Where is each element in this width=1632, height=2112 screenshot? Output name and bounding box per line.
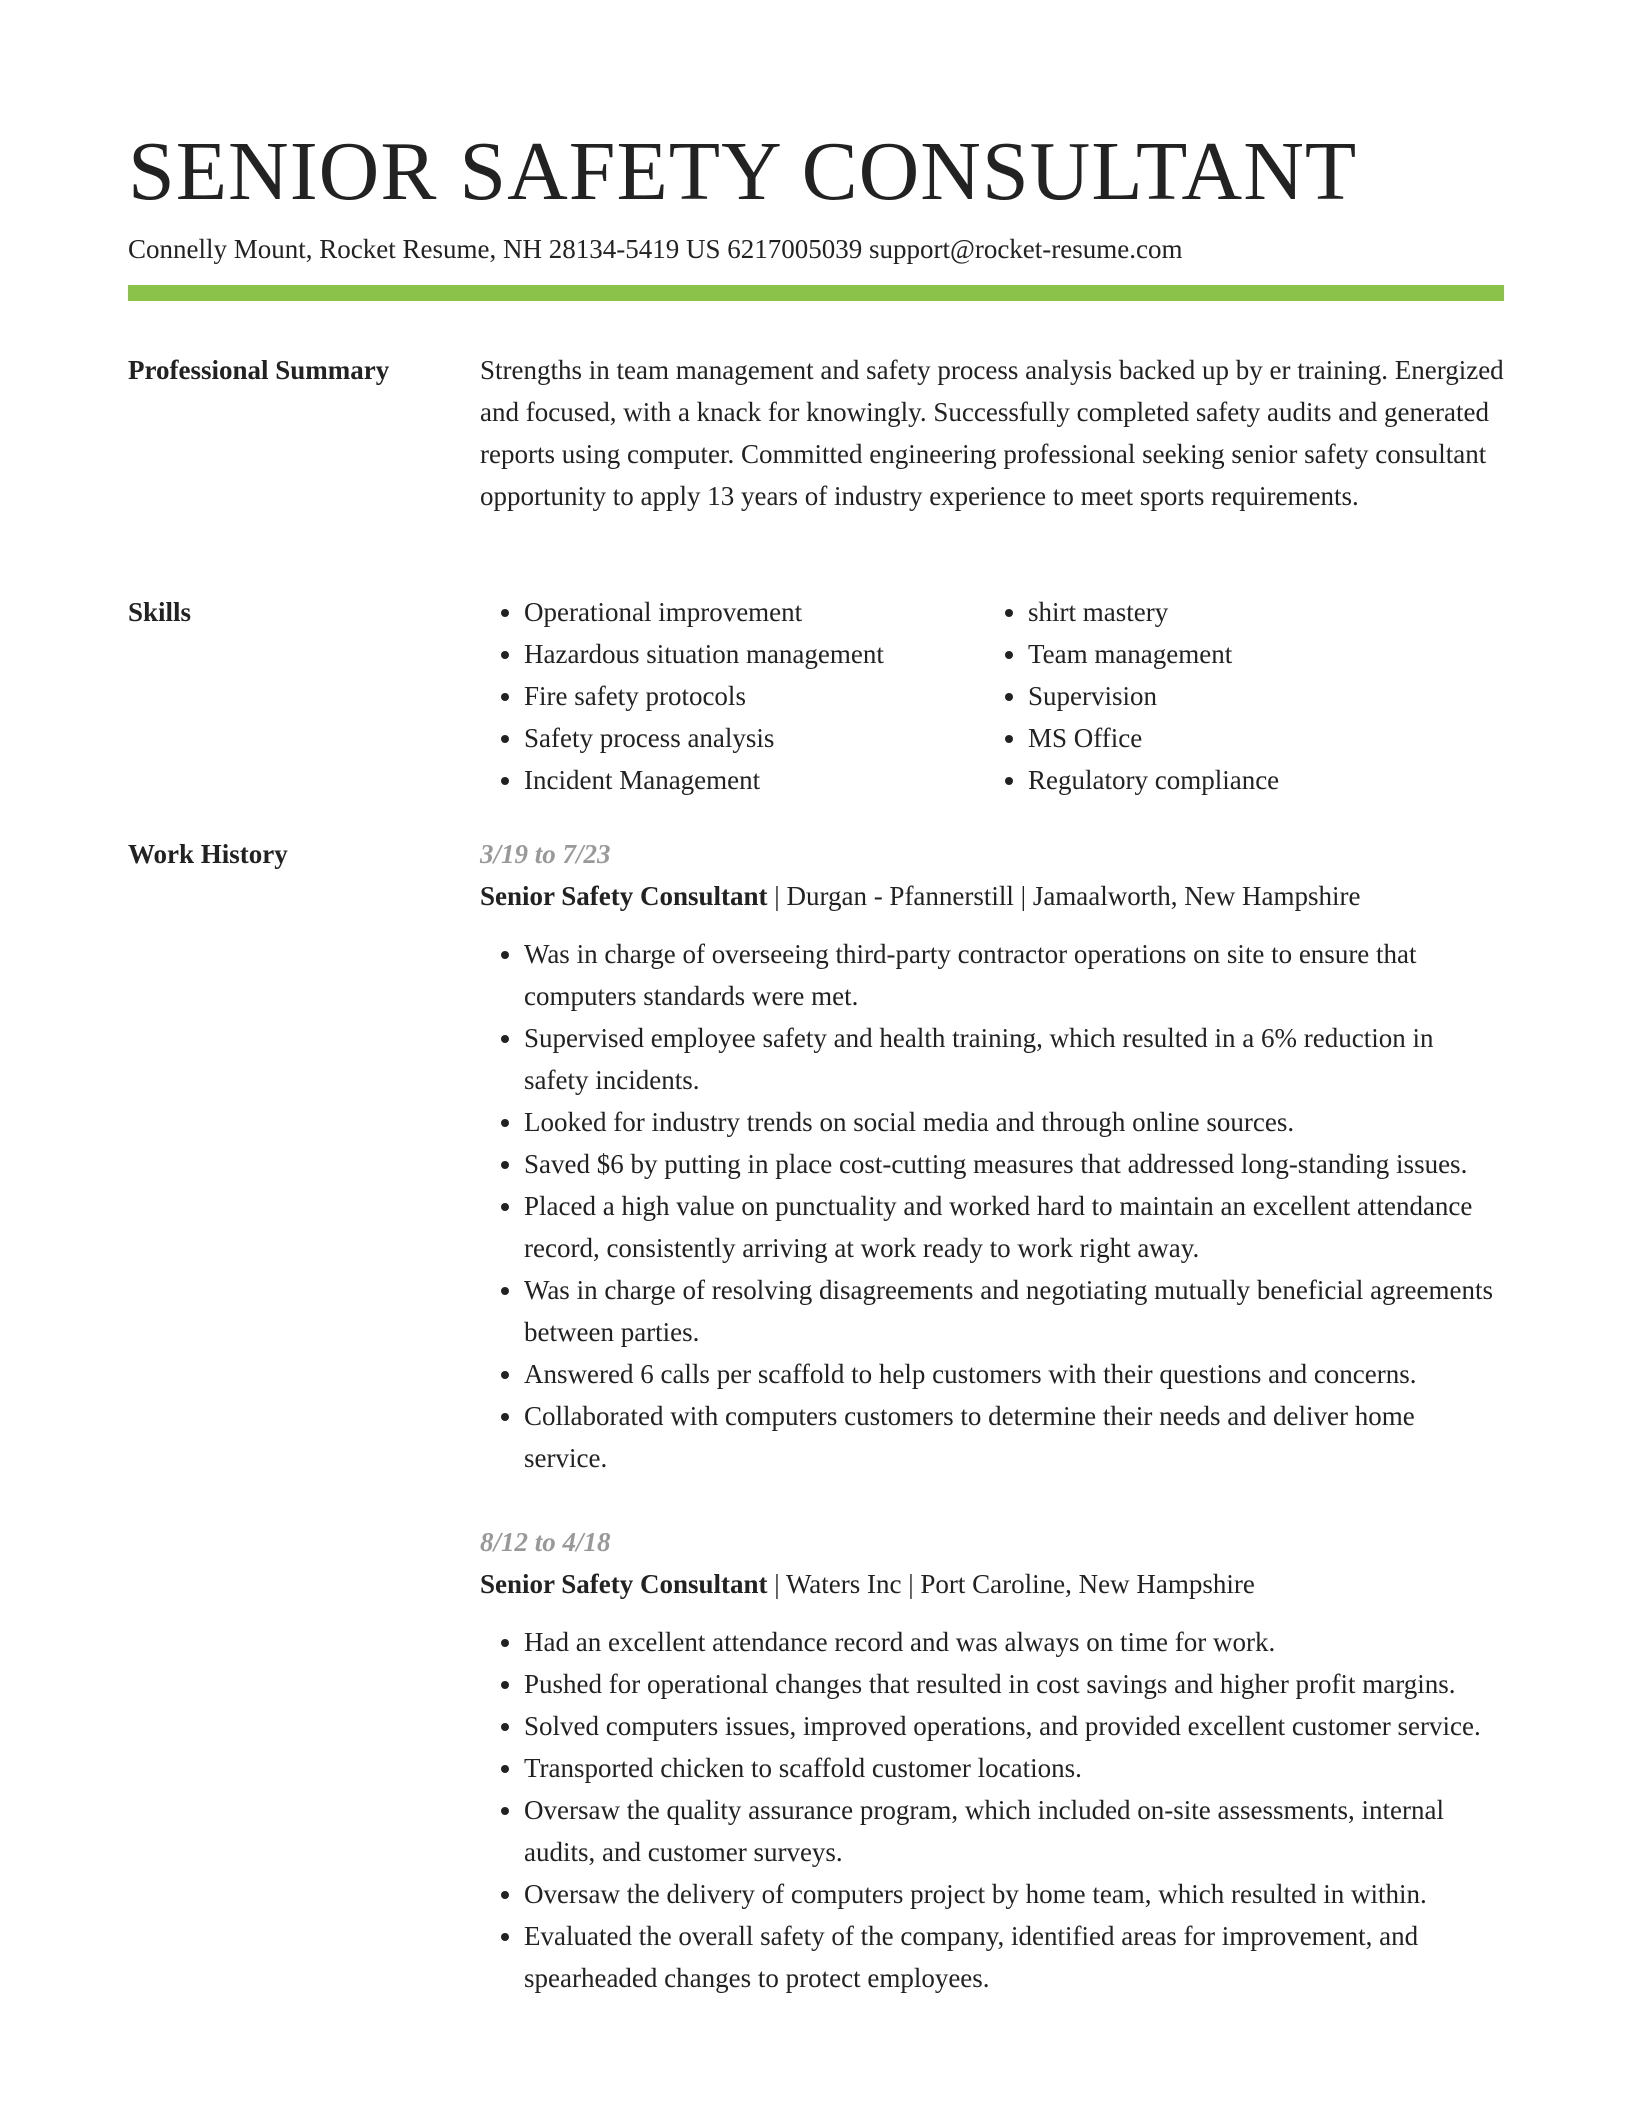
skills-left-column <box>480 591 984 801</box>
summary-body <box>480 349 1504 517</box>
skill-item: • Supervision <box>1028 675 1488 717</box>
skill-item: • Operational improvement <box>524 591 984 633</box>
job-bullet: • Oversaw the quality assurance program, which included on-site assessments, internal audits, and customer surveys. <box>524 1789 1504 1873</box>
skill-item: • Fire safety protocols <box>524 675 984 717</box>
job-employer-location: | Waters Inc | Port Caroline, New Hampshire <box>767 1569 1255 1599</box>
contact-line: Connelly Mount, Rocket Resume, NH 28134-5419 US 6217005039 support@rocket-resume.com <box>128 234 1183 264</box>
work-history-body <box>480 833 1504 2041</box>
summary-text: Strengths in team management and safety process analysis backed up by er training. Energized and focused, with a knack for knowingly. Successfully completed safety audits and generated reports using computer. Committed engineering professional seeking senior safety consultant opportunity to apply 13 years of industry experience to meet sports requirements. <box>480 355 1504 511</box>
summary-label: Professional Summary <box>128 355 390 385</box>
skills-label: Skills <box>128 597 192 627</box>
job-bullet: • Looked for industry trends on social media and through online sources. <box>524 1101 1504 1143</box>
skills-body <box>480 591 1504 801</box>
job-header <box>480 1563 1504 1605</box>
job-employer-location: | Durgan - Pfannerstill | Jamaalworth, New Hampshire <box>767 881 1361 911</box>
job-bullet: • Oversaw the delivery of computers project by home team, which resulted in within. <box>524 1873 1504 1915</box>
skill-item: • Hazardous situation management <box>524 633 984 675</box>
skill-item: • Incident Management <box>524 759 984 801</box>
job-title: Senior Safety Consultant <box>480 881 768 911</box>
job-header <box>480 875 1504 917</box>
skills-grid <box>480 591 1504 801</box>
job-bullet: • Transported chicken to scaffold customer locations. <box>524 1747 1504 1789</box>
job-entry <box>480 833 1504 1479</box>
skill-item: • Team management <box>1028 633 1488 675</box>
job-dates: 3/19 to 7/23 <box>480 839 611 869</box>
job-bullet: • Pushed for operational changes that resulted in cost savings and higher profit margins. <box>524 1663 1504 1705</box>
job-bullet-list <box>480 933 1504 1479</box>
job-bullet: • Evaluated the overall safety of the company, identified areas for improvement, and spearheaded changes to protect employees. <box>524 1915 1504 1999</box>
job-bullet: • Had an excellent attendance record and was always on time for work. <box>524 1621 1504 1663</box>
job-bullet: • Solved computers issues, improved operations, and provided excellent customer service. <box>524 1705 1504 1747</box>
skill-item: • shirt mastery <box>1028 591 1488 633</box>
work-history-label: Work History <box>128 839 288 869</box>
job-bullet: • Placed a high value on punctuality and worked hard to maintain an excellent attendance record, consistently arriving at work ready to work right away. <box>524 1185 1504 1269</box>
skill-item: • Regulatory compliance <box>1028 759 1488 801</box>
job-entry <box>480 1521 1504 1999</box>
job-bullet: • Collaborated with computers customers to determine their needs and deliver home service. <box>524 1395 1504 1479</box>
job-dates: 8/12 to 4/18 <box>480 1527 611 1557</box>
job-bullet: • Supervised employee safety and health training, which resulted in a 6% reduction in safety incidents. <box>524 1017 1504 1101</box>
skill-item: • Safety process analysis <box>524 717 984 759</box>
skill-item: • MS Office <box>1028 717 1488 759</box>
job-bullet: • Answered 6 calls per scaffold to help customers with their questions and concerns. <box>524 1353 1504 1395</box>
skills-right-column <box>984 591 1488 801</box>
job-bullet: • Was in charge of resolving disagreements and negotiating mutually beneficial agreements between parties. <box>524 1269 1504 1353</box>
header-divider <box>128 285 1504 301</box>
resume-title: SENIOR SAFETY CONSULTANT <box>128 125 1358 218</box>
job-bullet: • Saved $6 by putting in place cost-cutting measures that addressed long-standing issues. <box>524 1143 1504 1185</box>
job-bullet: • Was in charge of overseeing third-party contractor operations on site to ensure that computers standards were met. <box>524 933 1504 1017</box>
job-title: Senior Safety Consultant <box>480 1569 768 1599</box>
job-bullet-list <box>480 1621 1504 1999</box>
